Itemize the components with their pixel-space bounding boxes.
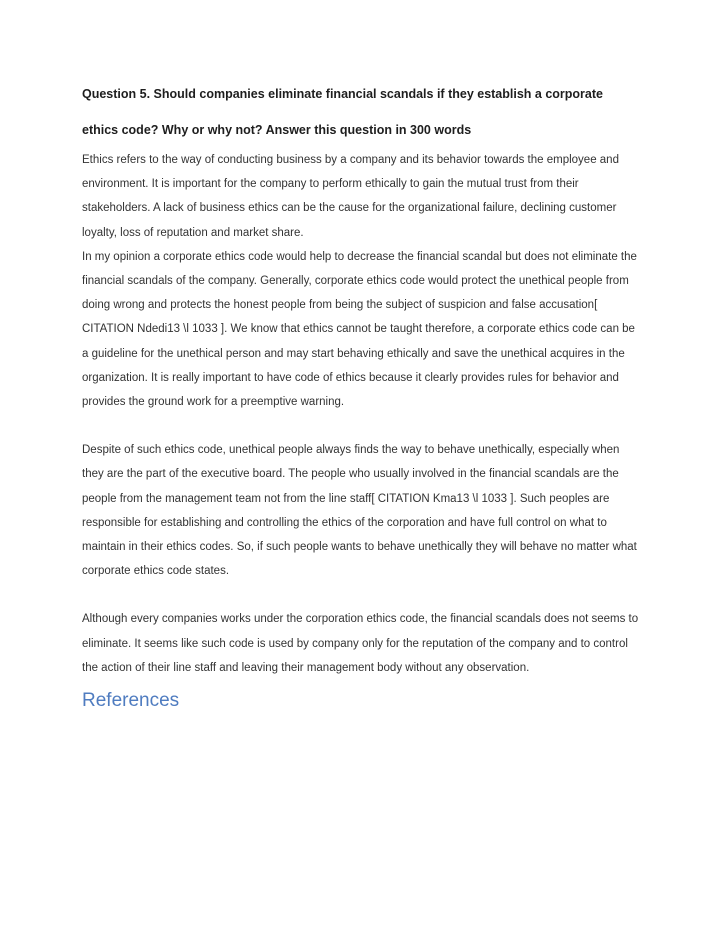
paragraph-despite: Despite of such ethics code, unethical people always finds the way to behave unethically, especially when they are the part of the executive board. The people who usually involved in the financial scandals are the people from the management team not from the line staff[ CITATION Kma13 \l 1033 ]. Such peoples are responsible for establishing and controlling the ethics of the corporation and have full control on what to maintain in their ethics codes. So, if such people wants to behave unethically they will behave no matter what corporate ethics code states. [82,444,637,578]
paragraph-although: Although every companies works under the corporation ethics code, the financial scandals does not seems to eliminate. It seems like such code is used by company only for the reputation of the company and to control the action of their line staff and leaving their management body without any observation. [82,613,639,674]
paragraph-ethics-definition: Ethics refers to the way of conducting business by a company and its behavior towards the employee and environment. It is important for the company to perform ethically to gain the mutual trust from their stakeholders. A lack of business ethics can be the cause for the organizational failure, declining customer loyalty, loss of reputation and market share. [82,154,619,239]
document-page [82,76,642,712]
paragraph-opinion: In my opinion a corporate ethics code would help to decrease the financial scandal but does not eliminate the financial scandals of the company. Generally, corporate ethics code would protect the unethical people from doing wrong and protects the honest people from being the subject of suspicion and false accusation[ CITATION Ndedi13 \l 1033 ]. We know that ethics cannot be taught therefore, a corporate ethics code can be a guideline for the unethical person and may start behaving ethically and save the unethical acquires in the organization. It is really important to have code of ethics because it clearly provides rules for behavior and provides the ground work for a preemptive warning. [82,250,637,409]
question-heading: Question 5. Should companies eliminate financial scandals if they establish a corporate ethics code? Why or why not? Answer this question in 300 words [82,87,603,137]
references-heading: References [82,690,180,712]
